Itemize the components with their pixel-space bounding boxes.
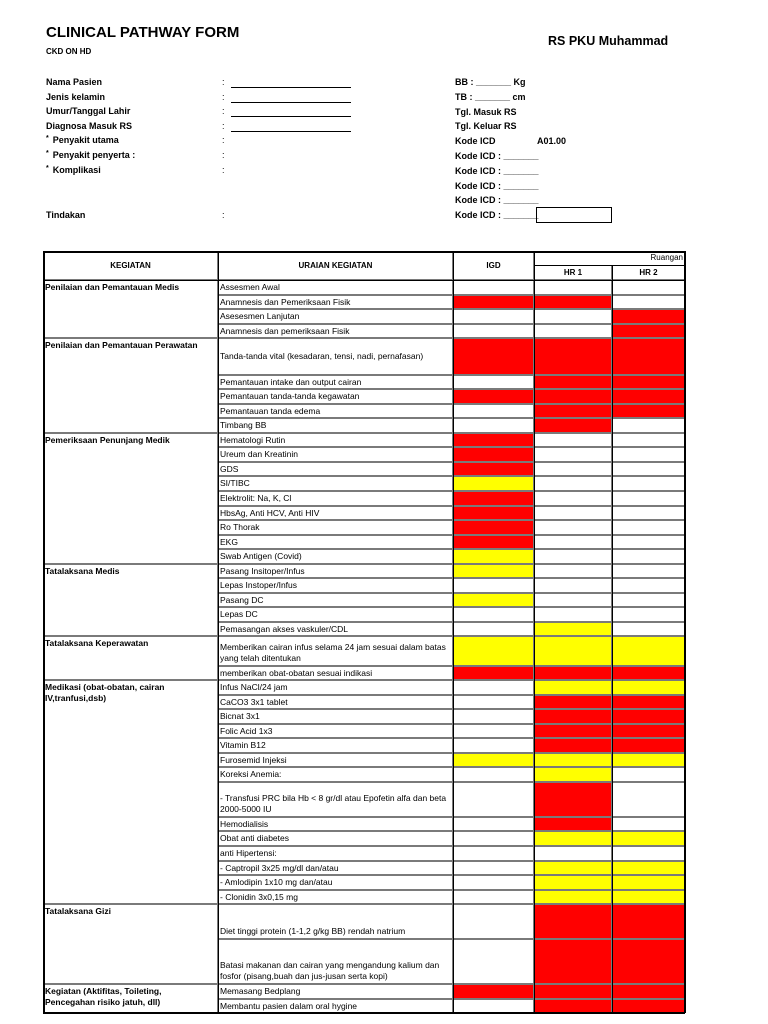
igd-cell[interactable] bbox=[453, 607, 534, 622]
hr2-cell[interactable] bbox=[612, 622, 685, 637]
uraian-text: Diet tinggi protein (1-1,2 g/kg BB) rendah natrium bbox=[220, 926, 406, 937]
field-colon: : bbox=[222, 91, 225, 102]
uraian-text: anti Hipertensi: bbox=[220, 847, 277, 858]
igd-cell[interactable] bbox=[453, 506, 534, 521]
igd-cell[interactable] bbox=[453, 520, 534, 535]
hr2-cell[interactable] bbox=[612, 890, 685, 905]
igd-cell[interactable] bbox=[453, 476, 534, 491]
uraian-text: Ro Thorak bbox=[220, 522, 260, 533]
admission-field-label: Kode ICD : _______ bbox=[455, 195, 539, 206]
hr2-cell[interactable] bbox=[612, 709, 685, 724]
hr1-cell[interactable] bbox=[534, 738, 612, 753]
field-label-text: Diagnosa Masuk RS bbox=[46, 120, 133, 131]
igd-cell[interactable] bbox=[453, 680, 534, 695]
hr2-cell[interactable] bbox=[612, 338, 685, 374]
hr1-cell[interactable] bbox=[534, 549, 612, 564]
admission-field-label: Tgl. Masuk RS bbox=[455, 106, 517, 117]
uraian-text: Memberikan cairan infus selama 24 jam sesuai dalam batas yang telah ditentukan bbox=[220, 641, 446, 663]
hr1-cell[interactable] bbox=[534, 861, 612, 876]
igd-cell[interactable] bbox=[453, 433, 534, 448]
igd-cell[interactable] bbox=[453, 846, 534, 861]
field-marker: * bbox=[46, 135, 49, 143]
uraian-text: HbsAg, Anti HCV, Anti HIV bbox=[220, 507, 320, 518]
igd-cell[interactable] bbox=[453, 695, 534, 710]
hr2-cell[interactable] bbox=[612, 767, 685, 782]
hr2-cell[interactable] bbox=[612, 831, 685, 846]
igd-cell[interactable] bbox=[453, 875, 534, 890]
admission-field-label: Kode ICD bbox=[455, 136, 496, 147]
hr1-cell[interactable] bbox=[534, 338, 612, 374]
uraian-text: Hemodialisis bbox=[220, 818, 269, 829]
field-marker: * bbox=[46, 150, 49, 157]
uraian-text: Elektrolit: Na, K, Cl bbox=[220, 492, 292, 503]
igd-cell[interactable] bbox=[453, 324, 534, 339]
uraian-text: Asesesmen Lanjutan bbox=[220, 311, 300, 322]
uraian-text: Pasang DC bbox=[220, 594, 264, 605]
uraian-text: Membantu pasien dalam oral hygine bbox=[220, 1000, 358, 1011]
hr2-cell[interactable] bbox=[612, 695, 685, 710]
uraian-text: Pemantauan tanda edema bbox=[220, 405, 321, 416]
igd-cell[interactable] bbox=[453, 782, 534, 817]
uraian-text: Folic Acid 1x3 bbox=[220, 725, 273, 736]
field-label-text: Penyakit utama bbox=[52, 135, 119, 146]
hr2-cell[interactable] bbox=[612, 680, 685, 695]
hr1-cell[interactable] bbox=[534, 506, 612, 521]
hr1-cell[interactable] bbox=[534, 782, 612, 817]
igd-cell[interactable] bbox=[453, 984, 534, 999]
uraian-text: Pasang Insitoper/Infus bbox=[220, 565, 305, 576]
hr1-cell[interactable] bbox=[534, 680, 612, 695]
table-rule bbox=[43, 251, 45, 1013]
table-rule bbox=[218, 251, 219, 1013]
header-igd: IGD bbox=[486, 261, 501, 270]
field-label-text: Umur/Tanggal Lahir bbox=[46, 106, 131, 117]
igd-cell[interactable] bbox=[453, 564, 534, 579]
igd-cell[interactable] bbox=[453, 861, 534, 876]
igd-cell[interactable] bbox=[453, 389, 534, 404]
header-ruangan: Ruangan bbox=[650, 253, 683, 262]
hr1-cell[interactable] bbox=[534, 280, 612, 295]
hr2-cell[interactable] bbox=[612, 506, 685, 521]
hr1-cell[interactable] bbox=[534, 709, 612, 724]
kegiatan-cell bbox=[43, 433, 218, 564]
uraian-text: Timbang BB bbox=[220, 420, 267, 431]
uraian-text: Furosemid Injeksi bbox=[220, 754, 287, 765]
uraian-text: Pemasangan akses vaskuler/CDL bbox=[220, 623, 349, 634]
hr2-cell[interactable] bbox=[612, 753, 685, 768]
uraian-text: EKG bbox=[220, 536, 238, 547]
uraian-text: Koreksi Anemia: bbox=[220, 769, 282, 780]
table-rule bbox=[453, 251, 454, 1013]
field-label-text: Penyakit penyerta : bbox=[52, 150, 136, 160]
hr2-cell[interactable] bbox=[612, 636, 685, 665]
hr1-cell[interactable] bbox=[534, 433, 612, 448]
hr1-cell[interactable] bbox=[534, 753, 612, 768]
hr2-cell[interactable] bbox=[612, 817, 685, 832]
igd-cell[interactable] bbox=[453, 404, 534, 419]
hr2-cell[interactable] bbox=[612, 846, 685, 861]
hr2-cell[interactable] bbox=[612, 447, 685, 462]
tindakan-label: Tindakan bbox=[46, 210, 86, 220]
hr1-cell[interactable] bbox=[534, 817, 612, 832]
hr2-cell[interactable] bbox=[612, 904, 685, 939]
hr1-cell[interactable] bbox=[534, 564, 612, 579]
kegiatan-label: Kegiatan (Aktifitas, Toileting, Pencegahan risiko jatuh, dll) bbox=[45, 986, 162, 1008]
uraian-text: Hematologi Rutin bbox=[220, 434, 286, 445]
uraian-text: Anamnesis dan pemeriksaan Fisik bbox=[220, 325, 350, 336]
uraian-text: CaCO3 3x1 tablet bbox=[220, 696, 288, 707]
uraian-text: Pemantauan intake dan output cairan bbox=[220, 376, 362, 387]
hr1-cell[interactable] bbox=[534, 622, 612, 637]
uraian-text: Memasang Bedplang bbox=[220, 986, 301, 997]
igd-cell[interactable] bbox=[453, 767, 534, 782]
hr2-cell[interactable] bbox=[612, 984, 685, 999]
table-rule bbox=[612, 265, 613, 1013]
hr2-cell[interactable] bbox=[612, 738, 685, 753]
hr2-cell[interactable] bbox=[612, 535, 685, 550]
hr1-cell[interactable] bbox=[534, 939, 612, 984]
admission-field-label: Tgl. Keluar RS bbox=[455, 121, 517, 132]
igd-cell[interactable] bbox=[453, 831, 534, 846]
igd-cell[interactable] bbox=[453, 999, 534, 1014]
form-subtitle: CKD ON HD bbox=[46, 47, 92, 56]
igd-cell[interactable] bbox=[453, 578, 534, 593]
igd-cell[interactable] bbox=[453, 724, 534, 739]
uraian-text: Tanda-tanda vital (kesadaran, tensi, nadi, pernafasan) bbox=[220, 350, 424, 361]
hr1-cell[interactable] bbox=[534, 578, 612, 593]
uraian-text: Batasi makanan dan cairan yang mengandung kalium dan fosfor (pisang,buah dan jus-jusan serta kopi) bbox=[220, 960, 440, 982]
field-colon: : bbox=[222, 135, 225, 146]
uraian-text: SI/TIBC bbox=[220, 478, 250, 489]
hr1-cell[interactable] bbox=[534, 666, 612, 681]
hr2-cell[interactable] bbox=[612, 666, 685, 681]
admission-field-label: Kode ICD : _______ bbox=[455, 165, 539, 176]
igd-cell[interactable] bbox=[453, 535, 534, 550]
hr1-cell[interactable] bbox=[534, 309, 612, 324]
igd-cell[interactable] bbox=[453, 817, 534, 832]
hr1-cell[interactable] bbox=[534, 695, 612, 710]
admission-field-label: Kode ICD : _______ bbox=[455, 180, 539, 191]
hr1-cell[interactable] bbox=[534, 890, 612, 905]
igd-cell[interactable] bbox=[453, 939, 534, 984]
hr1-cell[interactable] bbox=[534, 999, 612, 1014]
hr2-cell[interactable] bbox=[612, 375, 685, 390]
table-rule bbox=[43, 280, 685, 281]
hr2-cell[interactable] bbox=[612, 593, 685, 608]
hr1-cell[interactable] bbox=[534, 404, 612, 419]
uraian-text: Pemantauan tanda-tanda kegawatan bbox=[220, 391, 360, 402]
kegiatan-label: Medikasi (obat-obatan, cairan IV,tranfusi,dsb) bbox=[45, 682, 165, 704]
uraian-text: GDS bbox=[220, 463, 239, 474]
kegiatan-label: Penilaian dan Pemantauan Perawatan bbox=[45, 340, 198, 351]
kegiatan-label: Tatalaksana Keperawatan bbox=[45, 638, 149, 649]
field-label-text: Komplikasi bbox=[52, 164, 101, 175]
admission-field-label: Kode ICD : _______ bbox=[455, 210, 539, 221]
hr1-cell[interactable] bbox=[534, 904, 612, 939]
hr2-cell[interactable] bbox=[612, 861, 685, 876]
igd-cell[interactable] bbox=[453, 666, 534, 681]
kegiatan-label: Pemeriksaan Penunjang Medik bbox=[45, 434, 170, 445]
field-marker: * bbox=[46, 164, 49, 172]
header-hr1: HR 1 bbox=[563, 268, 583, 277]
igd-cell[interactable] bbox=[453, 622, 534, 637]
admission-field-label: TB : _______ cm bbox=[455, 91, 526, 102]
uraian-text: Swab Antigen (Covid) bbox=[220, 551, 302, 562]
field-colon: : bbox=[222, 77, 225, 87]
hr1-cell[interactable] bbox=[534, 636, 612, 665]
table-rule bbox=[534, 265, 685, 266]
hr2-cell[interactable] bbox=[612, 607, 685, 622]
header-kegiatan: KEGIATAN bbox=[110, 261, 151, 270]
hr1-cell[interactable] bbox=[534, 476, 612, 491]
igd-cell[interactable] bbox=[453, 309, 534, 324]
hr1-cell[interactable] bbox=[534, 375, 612, 390]
hr1-cell[interactable] bbox=[534, 831, 612, 846]
igd-cell[interactable] bbox=[453, 418, 534, 433]
igd-cell[interactable] bbox=[453, 280, 534, 295]
hr2-cell[interactable] bbox=[612, 280, 685, 295]
uraian-text: - Transfusi PRC bila Hb < 8 gr/dl atau Epofetin alfa dan beta 2000-5000 IU bbox=[220, 792, 447, 814]
igd-cell[interactable] bbox=[453, 375, 534, 390]
field-colon: : bbox=[222, 164, 225, 175]
igd-cell[interactable] bbox=[453, 904, 534, 939]
uraian-text: - Amlodipin 1x10 mg dan/atau bbox=[220, 877, 333, 888]
field-colon: : bbox=[222, 120, 225, 131]
igd-cell[interactable] bbox=[453, 462, 534, 477]
igd-cell[interactable] bbox=[453, 338, 534, 374]
hr2-cell[interactable] bbox=[612, 476, 685, 491]
igd-cell[interactable] bbox=[453, 593, 534, 608]
uraian-text: - Captropil 3x25 mg/dl dan/atau bbox=[220, 862, 339, 873]
admission-field-value: A01.00 bbox=[537, 136, 567, 147]
table-rule bbox=[43, 251, 685, 253]
uraian-text: Ureum dan Kreatinin bbox=[220, 449, 298, 460]
field-label-text: Nama Pasien bbox=[46, 77, 103, 87]
kegiatan-cell bbox=[43, 338, 218, 433]
uraian-text: Bicnat 3x1 bbox=[220, 711, 260, 722]
table-rule bbox=[684, 251, 686, 1013]
hr2-cell[interactable] bbox=[612, 418, 685, 433]
hr1-cell[interactable] bbox=[534, 295, 612, 310]
hr2-cell[interactable] bbox=[612, 389, 685, 404]
hr2-cell[interactable] bbox=[612, 939, 685, 984]
hr1-cell[interactable] bbox=[534, 389, 612, 404]
hr2-cell[interactable] bbox=[612, 324, 685, 339]
hr1-cell[interactable] bbox=[534, 324, 612, 339]
hr1-cell[interactable] bbox=[534, 447, 612, 462]
igd-cell[interactable] bbox=[453, 709, 534, 724]
hr2-cell[interactable] bbox=[612, 309, 685, 324]
hr2-cell[interactable] bbox=[612, 549, 685, 564]
field-colon: : bbox=[222, 106, 225, 117]
hr1-cell[interactable] bbox=[534, 984, 612, 999]
hr1-cell[interactable] bbox=[534, 462, 612, 477]
igd-cell[interactable] bbox=[453, 753, 534, 768]
hr2-cell[interactable] bbox=[612, 564, 685, 579]
uraian-text: Obat anti diabetes bbox=[220, 833, 289, 844]
igd-cell[interactable] bbox=[453, 738, 534, 753]
hr1-cell[interactable] bbox=[534, 767, 612, 782]
uraian-text: Anamnesis dan Pemeriksaan Fisik bbox=[220, 296, 351, 307]
uraian-text: Vitamin B12 bbox=[220, 740, 266, 751]
uraian-text: Lepas Instoper/Infus bbox=[220, 580, 298, 591]
uraian-text: - Clonidin 3x0,15 mg bbox=[220, 891, 298, 902]
hr1-cell[interactable] bbox=[534, 535, 612, 550]
hr2-cell[interactable] bbox=[612, 462, 685, 477]
hr1-cell[interactable] bbox=[534, 724, 612, 739]
igd-cell[interactable] bbox=[453, 491, 534, 506]
hr2-cell[interactable] bbox=[612, 578, 685, 593]
hr2-cell[interactable] bbox=[612, 295, 685, 310]
hr1-cell[interactable] bbox=[534, 846, 612, 861]
hr1-cell[interactable] bbox=[534, 607, 612, 622]
hr2-cell[interactable] bbox=[612, 782, 685, 817]
igd-cell[interactable] bbox=[453, 295, 534, 310]
uraian-text: memberikan obat-obatan sesuai indikasi bbox=[220, 667, 373, 678]
kegiatan-label: Tatalaksana Gizi bbox=[45, 906, 111, 917]
igd-cell[interactable] bbox=[453, 636, 534, 665]
hr2-cell[interactable] bbox=[612, 433, 685, 448]
hr2-cell[interactable] bbox=[612, 520, 685, 535]
form-title: CLINICAL PATHWAY FORM bbox=[46, 24, 240, 41]
admission-field-label: BB : _______ Kg bbox=[455, 77, 526, 87]
table-rule bbox=[534, 251, 535, 1013]
table-rule bbox=[43, 1012, 685, 1014]
uraian-text: Assesmen Awal bbox=[220, 282, 280, 292]
hr2-cell[interactable] bbox=[612, 404, 685, 419]
header-hr2: HR 2 bbox=[639, 268, 658, 277]
uraian-text: Lepas DC bbox=[220, 609, 258, 620]
hr2-cell[interactable] bbox=[612, 875, 685, 890]
igd-cell[interactable] bbox=[453, 447, 534, 462]
igd-cell[interactable] bbox=[453, 890, 534, 905]
hr1-cell[interactable] bbox=[534, 875, 612, 890]
kegiatan-label: Tatalaksana Medis bbox=[45, 565, 120, 576]
hr1-cell[interactable] bbox=[534, 418, 612, 433]
header-uraian: URAIAN KEGIATAN bbox=[298, 261, 373, 270]
field-label-text: Jenis kelamin bbox=[46, 91, 106, 102]
tindakan-colon: : bbox=[222, 210, 225, 220]
hr1-cell[interactable] bbox=[534, 520, 612, 535]
hr2-cell[interactable] bbox=[612, 491, 685, 506]
hr1-cell[interactable] bbox=[534, 491, 612, 506]
kegiatan-cell bbox=[43, 680, 218, 904]
hr2-cell[interactable] bbox=[612, 999, 685, 1014]
hr1-cell[interactable] bbox=[534, 593, 612, 608]
hospital-name: RS PKU Muhammad bbox=[548, 34, 669, 48]
admission-field-label: Kode ICD : _______ bbox=[455, 151, 539, 161]
field-colon: : bbox=[222, 150, 225, 160]
hr2-cell[interactable] bbox=[612, 724, 685, 739]
kegiatan-label: Penilaian dan Pemantauan Medis bbox=[45, 282, 180, 292]
igd-cell[interactable] bbox=[453, 549, 534, 564]
uraian-text: Infus NaCl/24 jam bbox=[220, 682, 288, 693]
